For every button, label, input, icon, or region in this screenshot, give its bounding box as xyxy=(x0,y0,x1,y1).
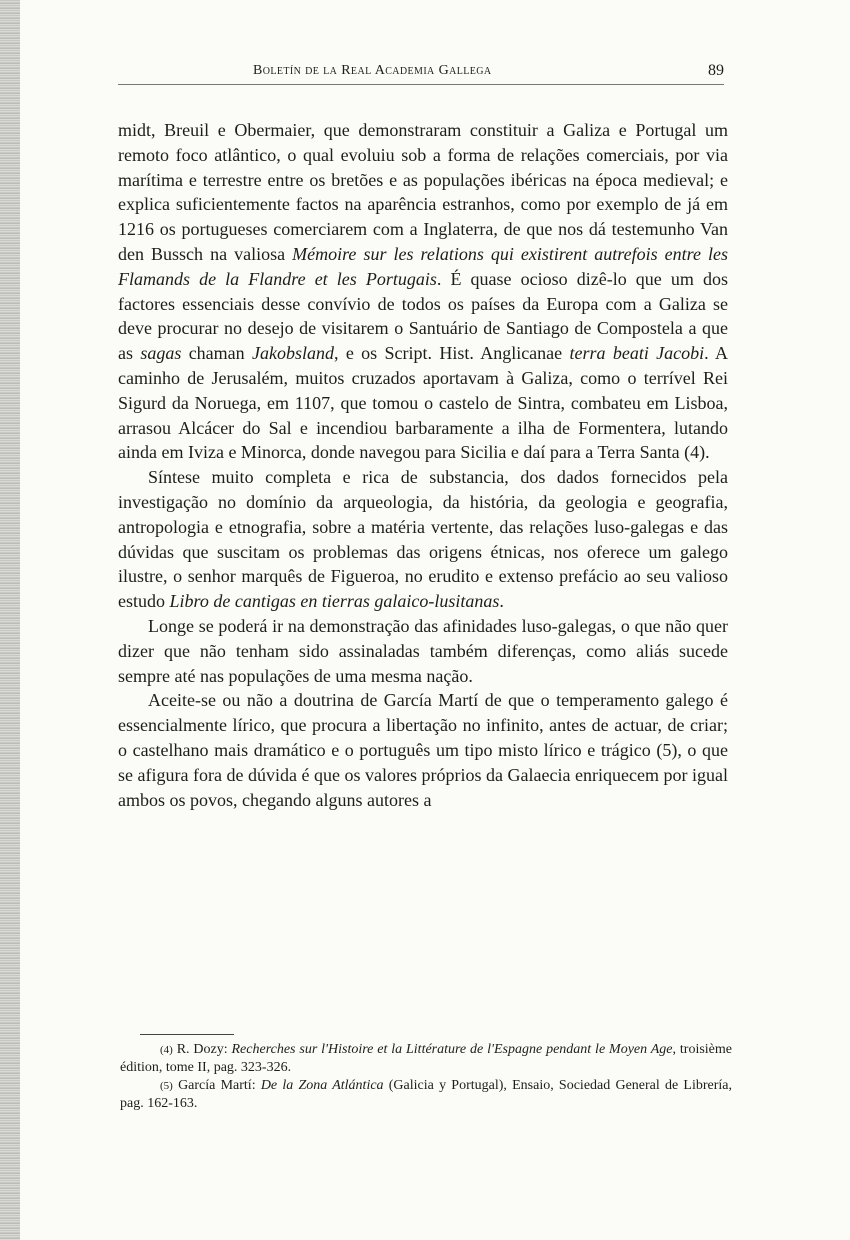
paragraph xyxy=(118,688,728,812)
text-run: , e os Script. Hist. Anglicanae xyxy=(334,343,570,364)
text-run: García Martí: xyxy=(178,1078,261,1093)
text-run: Aceite-se ou não a doutrina de García Martí de que o temperamento galego é essencialmente lírico, que procura a libertação no infinito, antes de actuar, de criar; o castelhano mais dramático e o português um tipo misto lírico e trágico (5), o que se afigura fora de dúvida é que os valores próprios da Galaecia enriquecem por igual ambos os povos, chegando alguns autores a xyxy=(118,690,728,810)
book-title: De la Zona Atlántica xyxy=(260,1078,384,1093)
text-run: (Galicia y Portugal), Ensaio, Sociedad General de Librería, pag. 162-163. xyxy=(120,1078,733,1111)
text-run: R. Dozy: xyxy=(176,1042,232,1057)
book-title: Mémoire sur les relations qui existirent autrefois entre les Flamands de la Flandre et les Portugais xyxy=(118,243,728,289)
footnotes xyxy=(120,1041,732,1113)
italic-term: sagas xyxy=(140,343,182,364)
footnote-marker: (5) xyxy=(160,1080,173,1092)
book-title: Libro de cantigas en tierras galaico-lusitanas xyxy=(169,591,500,612)
text-run: . A caminho de Jerusalém, muitos cruzados aportavam à Galiza, como o terrível Rei Sigurd da Noruega, em 1107, que tomou o castelo de Sintra, combateu em Lisboa, arrasou Alcácer do Sal e incendiou barbaramente a ilha de Formentera, lutando ainda em Iviza e Minorca, donde navegou para Sicilia e daí para a Terra Santa (4). xyxy=(118,343,729,463)
paragraph xyxy=(118,465,728,614)
text-run: Síntese muito completa e rica de substancia, dos dados fornecidos pela investigação no domínio da arqueologia, da história, da geologia e geografia, antropologia e etnografia, sobre a matéria vertente, das relações luso-galegas e das dúvidas que suscitam os problemas das origens étnicas, nos oferece um galego ilustre, o senhor marquês de Figueroa, no erudito e extenso prefácio ao seu valioso estudo xyxy=(118,467,728,612)
italic-term: terra beati Jacobi xyxy=(569,343,705,364)
text-run: , troisième édition, tome II, pag. 323-326. xyxy=(120,1042,732,1075)
page-number: 89 xyxy=(708,62,724,79)
page-header xyxy=(118,60,724,85)
text-run: . xyxy=(499,591,504,612)
italic-term: Jakobsland xyxy=(252,343,334,364)
paragraph xyxy=(118,614,728,688)
footnote-divider xyxy=(140,1034,234,1035)
text-run: chaman xyxy=(181,343,253,364)
running-title: Boletín de la Real Academia Gallega xyxy=(253,63,492,78)
scanned-page-gutter xyxy=(0,0,20,1240)
paragraph xyxy=(118,118,728,465)
text-run: . É quase ocioso dizê-lo que um dos factores essenciais desse convívio de todos os países da Europa com a Galiza se deve procurar no desejo de visitarem o Santuário de Santiago de Compostela a que as xyxy=(118,268,728,364)
text-run: Longe se poderá ir na demonstração das afinidades luso-galegas, o que não quer dizer que não tenham sido assinaladas também diferenças, como aliás sucede sempre até nas populações de uma mesma nação. xyxy=(118,615,728,686)
footnote xyxy=(120,1077,732,1113)
text-run: midt, Breuil e Obermaier, que demonstraram constituir a Galiza e Portugal um remoto foco atlântico, o qual evoluiu sob a forma de relações comerciais, por via marítima e terrestre entre os bretões e as populações ibéricas na época medieval; e explica suficientemente factos na aparência estranhos, como por exemplo de já em 1216 os portugueses comerciarem com a Inglaterra, de que nos dá testemunho Van den Bussch na valiosa xyxy=(118,120,728,264)
footnote xyxy=(120,1041,732,1077)
body-text xyxy=(118,118,728,812)
book-title: Recherches sur l'Histoire et la Littérature de l'Espagne pendant le Moyen Age xyxy=(231,1042,673,1057)
footnote-marker: (4) xyxy=(160,1044,173,1056)
